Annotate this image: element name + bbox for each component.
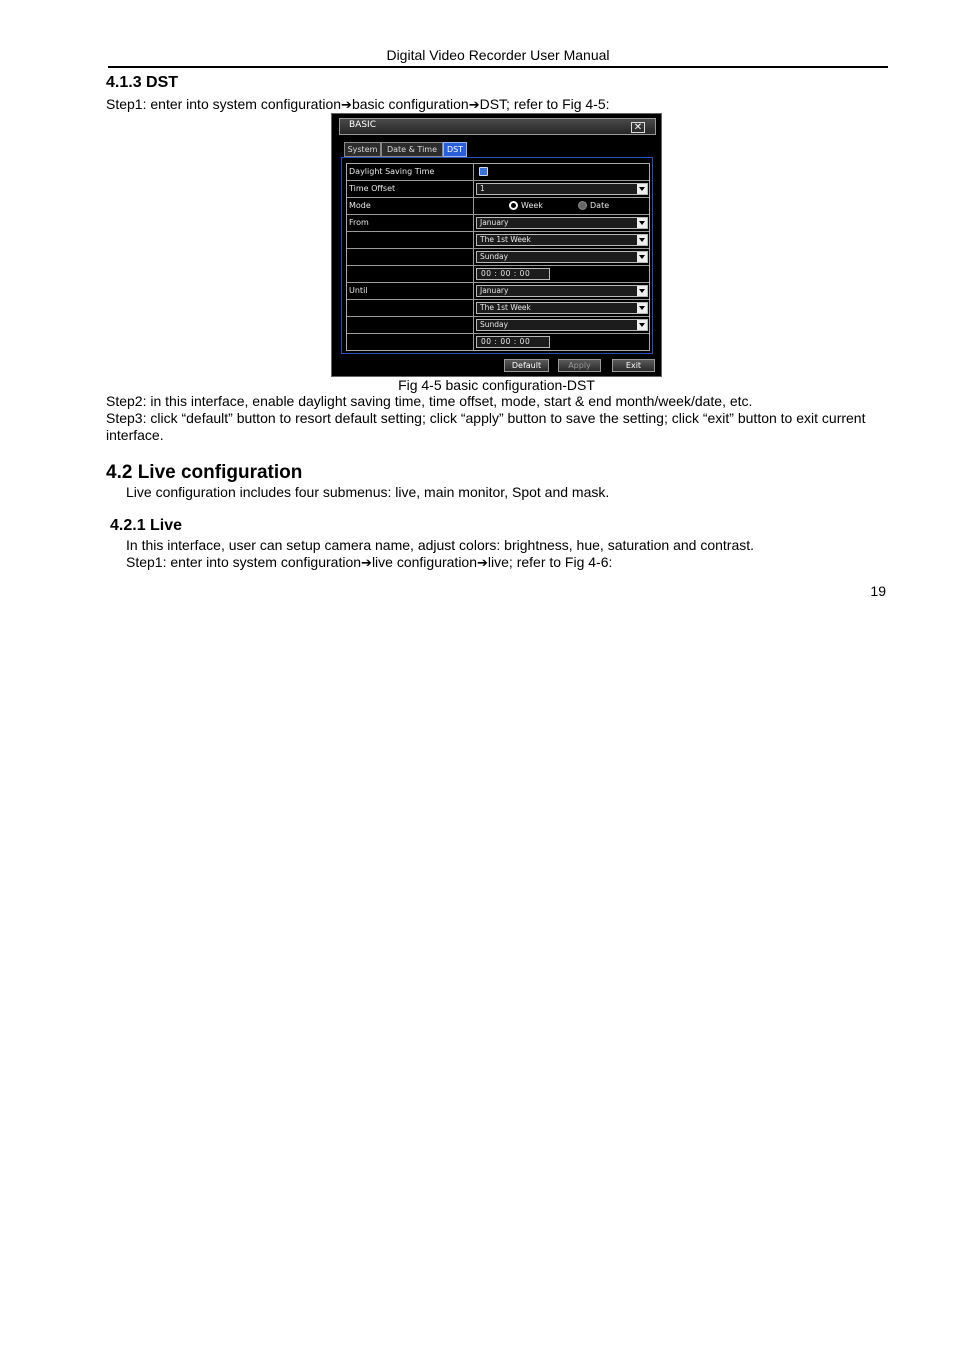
live-step1-paragraph bbox=[126, 554, 612, 571]
mode-date-label: Date bbox=[590, 201, 610, 210]
running-header: Digital Video Recorder User Manual bbox=[386, 47, 610, 63]
live-step1-text-b: live configuration bbox=[371, 554, 477, 570]
chevron-down-icon bbox=[637, 218, 647, 228]
from-time-input[interactable]: 00 : 00 : 00 bbox=[476, 268, 550, 280]
row-from-time bbox=[347, 266, 649, 283]
until-month-select[interactable] bbox=[476, 285, 648, 297]
row-until-month bbox=[347, 283, 649, 300]
mode-label: Mode bbox=[347, 198, 474, 214]
tab-dst[interactable]: DST bbox=[443, 142, 467, 157]
from-day-value: Sunday bbox=[480, 252, 509, 261]
empty-label-cell bbox=[347, 334, 474, 350]
chevron-down-icon bbox=[637, 303, 647, 313]
chevron-down-icon bbox=[637, 184, 647, 194]
step3-paragraph: Step3: click “default” button to resort default setting; click “apply” button to save the setting; click “exit” button to exit current interface. bbox=[106, 410, 866, 443]
row-until-time bbox=[347, 334, 649, 350]
row-until-week bbox=[347, 300, 649, 317]
dialog-title: BASIC bbox=[349, 120, 376, 130]
daylight-saving-checkbox[interactable] bbox=[479, 167, 488, 176]
row-from-day bbox=[347, 249, 649, 266]
arrow-icon: ➔ bbox=[477, 555, 488, 570]
until-day-select[interactable] bbox=[476, 319, 648, 331]
row-daylight-saving bbox=[347, 164, 649, 181]
chevron-down-icon bbox=[637, 286, 647, 296]
chevron-down-icon bbox=[637, 252, 647, 262]
from-week-value: The 1st Week bbox=[480, 235, 531, 244]
step1-text-b: basic configuration bbox=[351, 96, 469, 112]
until-time-input[interactable]: 00 : 00 : 00 bbox=[476, 336, 550, 348]
live-paragraph: In this interface, user can setup camera name, adjust colors: brightness, hue, saturation and contrast. bbox=[126, 537, 755, 553]
until-month-value: January bbox=[480, 286, 509, 295]
empty-label-cell bbox=[347, 317, 474, 333]
close-icon[interactable]: ✕ bbox=[631, 122, 645, 133]
from-day-select[interactable] bbox=[476, 251, 648, 263]
mode-week-radio[interactable] bbox=[509, 201, 518, 210]
step1-text-c: DST; refer to Fig 4-5: bbox=[479, 96, 610, 112]
live-step1-text-a: Step1: enter into system configuration bbox=[126, 554, 362, 570]
mode-date-radio[interactable] bbox=[578, 201, 587, 210]
arrow-icon: ➔ bbox=[361, 555, 372, 570]
row-time-offset bbox=[347, 181, 649, 198]
until-week-select[interactable] bbox=[476, 302, 648, 314]
settings-grid bbox=[346, 163, 650, 351]
section-heading-4-2-1: 4.2.1 Live bbox=[110, 517, 183, 534]
empty-label-cell bbox=[347, 266, 474, 282]
from-label: From bbox=[347, 215, 474, 231]
exit-button[interactable]: Exit bbox=[612, 359, 655, 372]
dst-dialog-figure bbox=[331, 113, 662, 377]
until-week-value: The 1st Week bbox=[480, 303, 531, 312]
page-number: 19 bbox=[870, 583, 886, 599]
section-heading-4-1-3: 4.1.3 DST bbox=[106, 74, 179, 91]
live-config-intro: Live configuration includes four submenus: live, main monitor, Spot and mask. bbox=[126, 484, 610, 500]
apply-button[interactable]: Apply bbox=[558, 359, 601, 372]
figure-caption: Fig 4-5 basic configuration-DST bbox=[398, 377, 595, 393]
chevron-down-icon bbox=[637, 235, 647, 245]
from-month-value: January bbox=[480, 218, 509, 227]
empty-label-cell bbox=[347, 232, 474, 248]
time-offset-value: 1 bbox=[480, 184, 485, 193]
mode-week-label: Week bbox=[521, 201, 543, 210]
until-label: Until bbox=[347, 283, 474, 299]
tab-system[interactable]: System bbox=[344, 142, 381, 157]
step2-paragraph: Step2: in this interface, enable daylight saving time, time offset, mode, start & end month/week/date, etc. bbox=[106, 393, 753, 409]
header-rule bbox=[108, 66, 888, 68]
from-week-select[interactable] bbox=[476, 234, 648, 246]
row-from-month bbox=[347, 215, 649, 232]
row-from-week bbox=[347, 232, 649, 249]
section-heading-4-2: 4.2 Live configuration bbox=[106, 462, 303, 483]
arrow-icon: ➔ bbox=[468, 97, 480, 112]
default-button[interactable]: Default bbox=[504, 359, 549, 372]
time-offset-label: Time Offset bbox=[347, 181, 474, 197]
row-mode bbox=[347, 198, 649, 215]
dst-panel bbox=[341, 157, 653, 354]
live-step1-text-c: live; refer to Fig 4-6: bbox=[487, 554, 613, 570]
until-day-value: Sunday bbox=[480, 320, 509, 329]
daylight-saving-label: Daylight Saving Time bbox=[347, 164, 474, 180]
step1-text-a: Step1: enter into system configuration bbox=[106, 96, 342, 112]
tab-date-time[interactable]: Date & Time bbox=[381, 142, 443, 157]
empty-label-cell bbox=[347, 249, 474, 265]
time-offset-select[interactable] bbox=[476, 183, 648, 195]
arrow-icon: ➔ bbox=[341, 97, 352, 112]
step1-paragraph bbox=[106, 96, 610, 113]
empty-label-cell bbox=[347, 300, 474, 316]
from-month-select[interactable] bbox=[476, 217, 648, 229]
dialog-title-bar bbox=[339, 118, 656, 135]
row-until-day bbox=[347, 317, 649, 334]
chevron-down-icon bbox=[637, 320, 647, 330]
